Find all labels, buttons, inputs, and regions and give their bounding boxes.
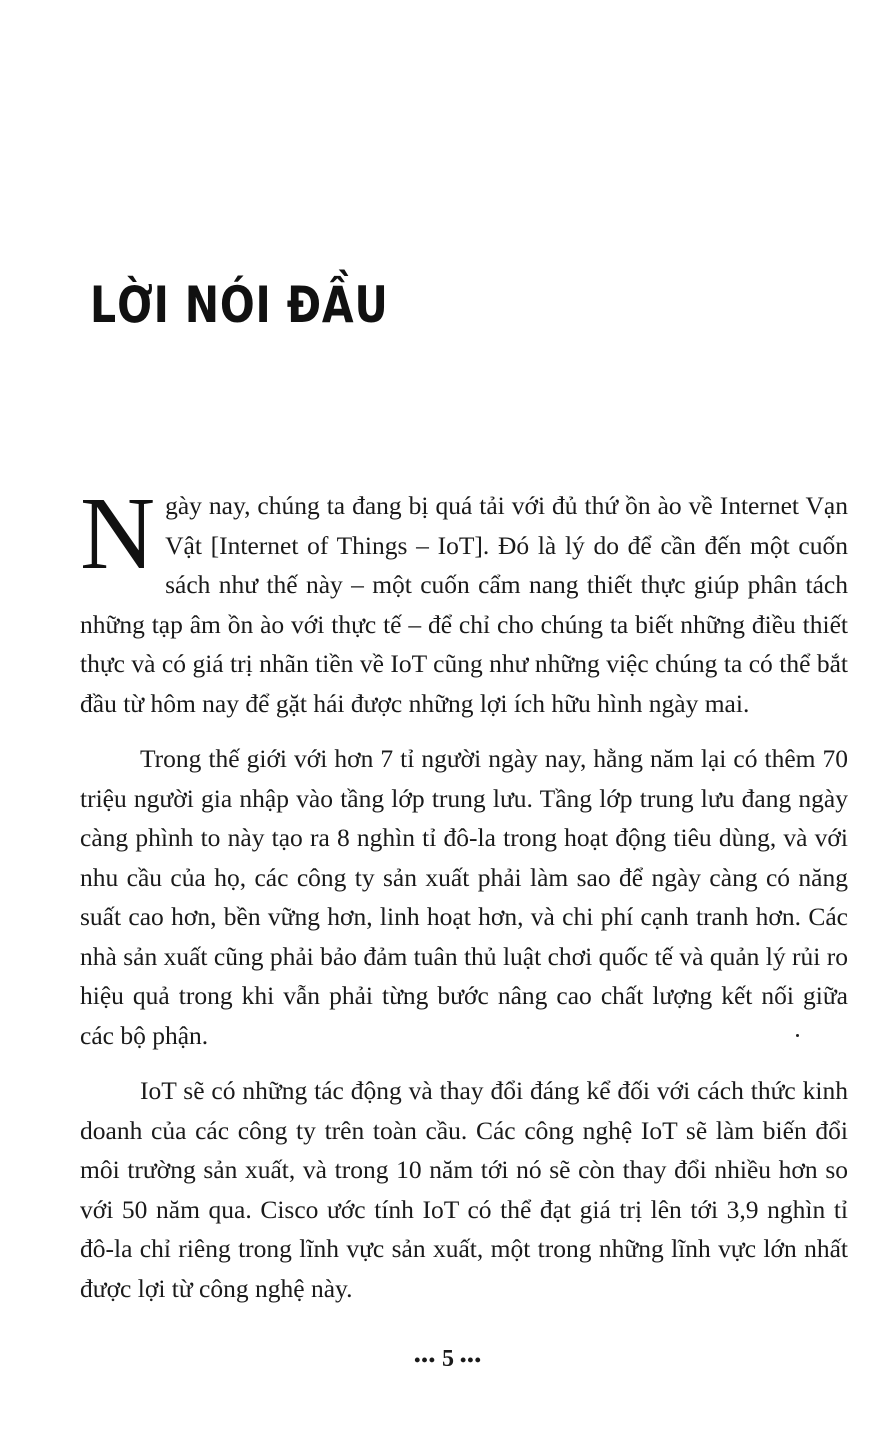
paragraph-1-text: gày nay, chúng ta đang bị quá tải với đủ thứ ồn ào về Internet Vạn Vật [Internet of Things – IoT]. Đó là lý do để cần đến một cuốn sách như thế này – một cuốn cẩm nang thiết thực giúp phân tách những tạp âm ồn ào với thực tế – để chỉ cho chúng ta biết những điều thiết thực và có giá trị nhãn tiền về IoT cũng như những việc chúng ta có thể bắt đầu từ hôm nay để gặt hái được những lợi ích hữu hình ngày mai.: [80, 491, 848, 718]
paragraph-3: IoT sẽ có những tác động và thay đổi đáng kể đối với cách thức kinh doanh của các công ty trên toàn cầu. Các công nghệ IoT sẽ làm biến đổi môi trường sản xuất, và trong 10 năm tới nó sẽ còn thay đổi nhiều hơn so với 50 năm qua. Cisco ước tính IoT có thể đạt giá trị lên tới 3,9 nghìn tỉ đô-la chỉ riêng trong lĩnh vực sản xuất, một trong những lĩnh vực lớn nhất được lợi từ công nghệ này.: [80, 1076, 848, 1303]
footer-dots-right: •••: [460, 1349, 482, 1370]
ink-speck: [796, 1034, 799, 1037]
chapter-title: LỜI NÓI ĐẦU: [90, 276, 389, 334]
body-text: [80, 476, 848, 1324]
drop-cap-letter: N: [80, 476, 156, 591]
footer-dots-left: •••: [414, 1349, 436, 1370]
paragraph-2: Trong thế giới với hơn 7 tỉ người ngày nay, hằng năm lại có thêm 70 triệu người gia nhập vào tầng lớp trung lưu. Tầng lớp trung lưu đang ngày càng phình to này tạo ra 8 nghìn tỉ đô-la trong hoạt động tiêu dùng, và với nhu cầu của họ, các công ty sản xuất phải làm sao để ngày càng có năng suất cao hơn, bền vững hơn, linh hoạt hơn, và chi phí cạnh tranh hơn. Các nhà sản xuất cũng phải bảo đảm tuân thủ luật chơi quốc tế và quản lý rủi ro hiệu quả trong khi vẫn phải từng bước nâng cao chất lượng kết nối giữa các bộ phận.: [80, 744, 848, 1050]
page-number: 5: [442, 1346, 454, 1372]
page-footer: [0, 1346, 896, 1373]
paragraph-1: [80, 476, 848, 723]
